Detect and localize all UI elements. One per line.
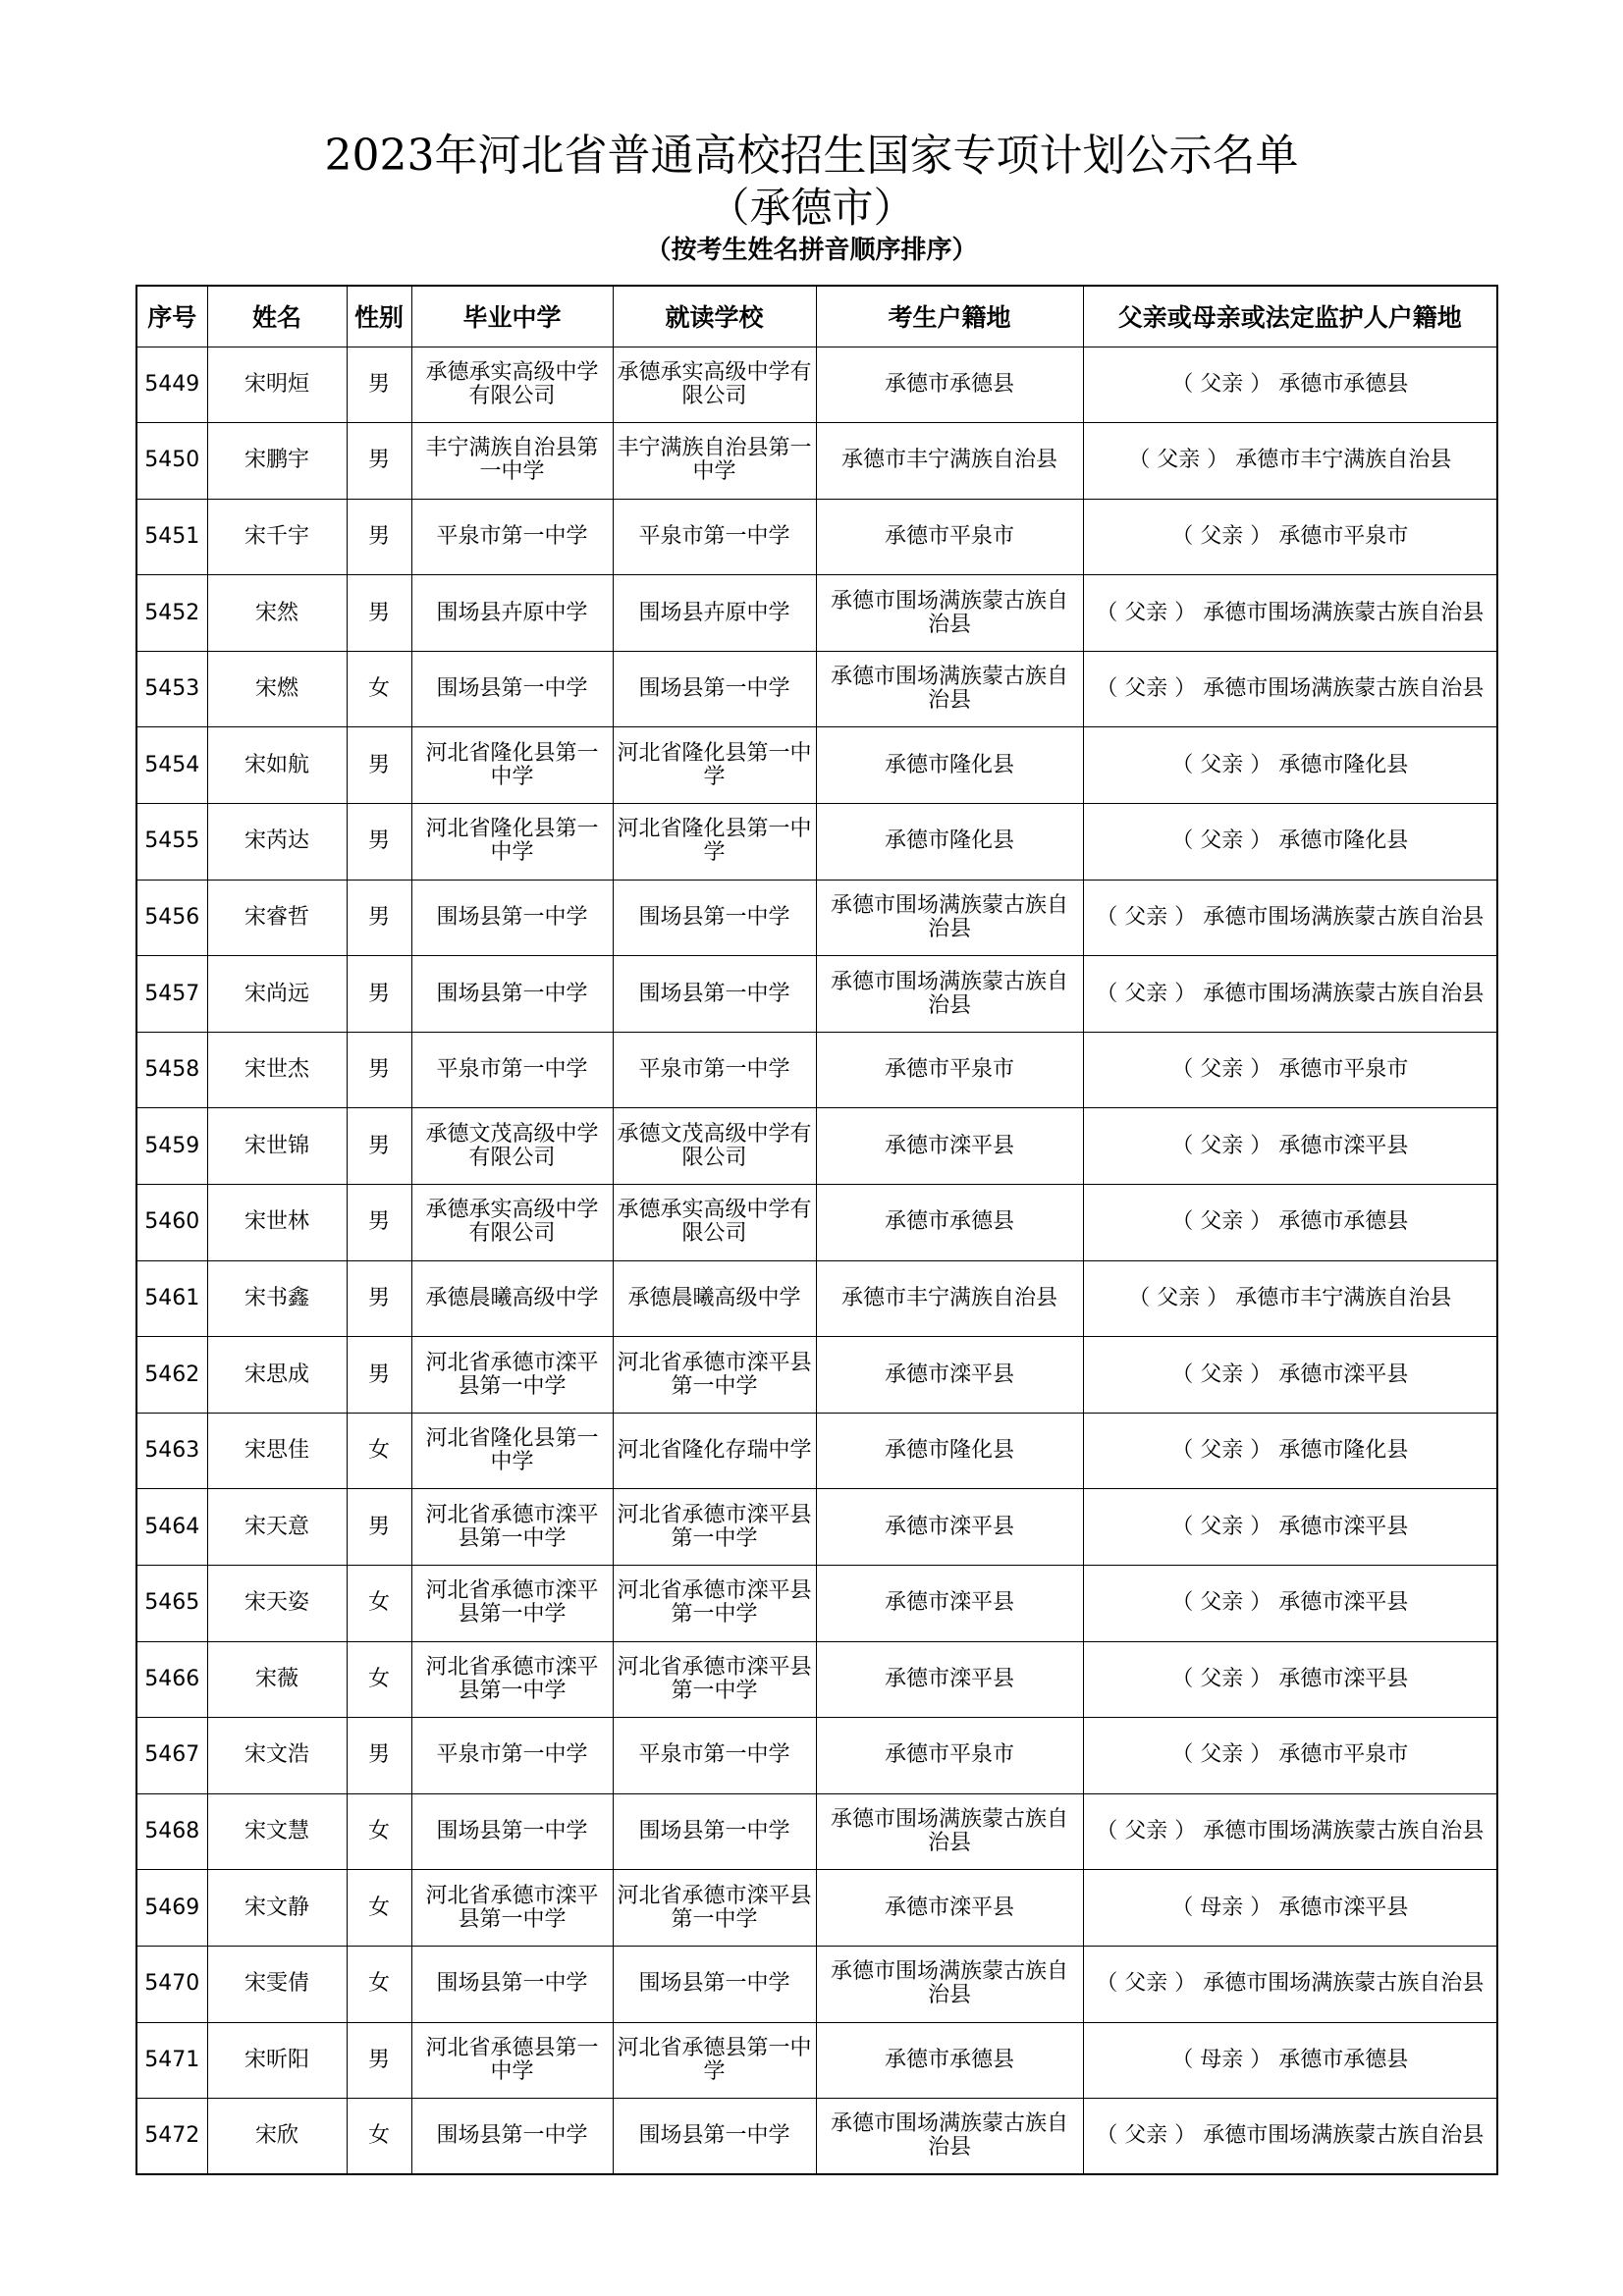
city-subtitle: （承德市） [708, 184, 915, 232]
cell-gender: 男 [347, 1718, 411, 1794]
cell-seq: 5465 [136, 1566, 207, 1642]
cell-guardian: （ 父亲 ） 承德市隆化县 [1083, 804, 1497, 881]
cell-name: 宋薇 [207, 1641, 347, 1718]
cell-gender: 女 [347, 1793, 411, 1870]
cell-seq: 5457 [136, 956, 207, 1033]
cell-grad-school: 河北省隆化县第一中学 [411, 804, 613, 881]
cell-household: 承德市丰宁满族自治县 [816, 1260, 1083, 1337]
cell-household: 承德市围场满族蒙古族自治县 [816, 956, 1083, 1033]
cell-guardian: （ 父亲 ） 承德市丰宁满族自治县 [1083, 1260, 1497, 1337]
cell-current-school: 围场县第一中学 [613, 651, 816, 727]
cell-name: 宋思佳 [207, 1413, 347, 1489]
header-seq: 序号 [136, 286, 207, 347]
cell-name: 宋思成 [207, 1337, 347, 1414]
cell-guardian: （ 父亲 ） 承德市承德县 [1083, 347, 1497, 423]
cell-gender: 男 [347, 1108, 411, 1185]
cell-name: 宋千宇 [207, 499, 347, 575]
cell-gender: 男 [347, 956, 411, 1033]
table-row [136, 499, 1497, 575]
cell-guardian: （ 父亲 ） 承德市平泉市 [1083, 1718, 1497, 1794]
table-row [136, 880, 1497, 956]
cell-gender: 女 [347, 1641, 411, 1718]
cell-guardian: （ 父亲 ） 承德市围场满族蒙古族自治县 [1083, 956, 1497, 1033]
cell-name: 宋世杰 [207, 1032, 347, 1108]
table-row [136, 1489, 1497, 1566]
table-row [136, 1718, 1497, 1794]
cell-grad-school: 河北省承德市滦平县第一中学 [411, 1489, 613, 1566]
cell-current-school: 河北省隆化存瑞中学 [613, 1413, 816, 1489]
cell-seq: 5460 [136, 1185, 207, 1261]
table-row [136, 1793, 1497, 1870]
cell-gender: 男 [347, 499, 411, 575]
cell-guardian: （ 父亲 ） 承德市围场满族蒙古族自治县 [1083, 651, 1497, 727]
cell-guardian: （ 母亲 ） 承德市承德县 [1083, 2022, 1497, 2099]
cell-grad-school: 围场县第一中学 [411, 1793, 613, 1870]
cell-name: 宋雯倩 [207, 1946, 347, 2022]
cell-name: 宋芮达 [207, 804, 347, 881]
cell-seq: 5458 [136, 1032, 207, 1108]
cell-household: 承德市隆化县 [816, 1413, 1083, 1489]
cell-guardian: （ 父亲 ） 承德市围场满族蒙古族自治县 [1083, 880, 1497, 956]
cell-current-school: 河北省承德市滦平县第一中学 [613, 1489, 816, 1566]
cell-grad-school: 平泉市第一中学 [411, 1718, 613, 1794]
cell-seq: 5461 [136, 1260, 207, 1337]
roster-body [136, 347, 1497, 2174]
header-current-school: 就读学校 [613, 286, 816, 347]
cell-gender: 女 [347, 651, 411, 727]
cell-guardian: （ 父亲 ） 承德市围场满族蒙古族自治县 [1083, 575, 1497, 652]
cell-name: 宋鹏宇 [207, 423, 347, 500]
table-row [136, 1641, 1497, 1718]
cell-household: 承德市滦平县 [816, 1489, 1083, 1566]
cell-seq: 5472 [136, 2099, 207, 2175]
cell-household: 承德市滦平县 [816, 1641, 1083, 1718]
cell-seq: 5462 [136, 1337, 207, 1414]
table-row [136, 804, 1497, 881]
cell-name: 宋文浩 [207, 1718, 347, 1794]
cell-current-school: 围场县第一中学 [613, 1946, 816, 2022]
cell-gender: 男 [347, 423, 411, 500]
cell-current-school: 河北省隆化县第一中学 [613, 804, 816, 881]
cell-current-school: 承德承实高级中学有限公司 [613, 347, 816, 423]
table-row [136, 1870, 1497, 1947]
table-row [136, 956, 1497, 1033]
cell-grad-school: 围场县卉原中学 [411, 575, 613, 652]
cell-guardian: （ 母亲 ） 承德市滦平县 [1083, 1870, 1497, 1947]
cell-gender: 男 [347, 880, 411, 956]
cell-household: 承德市丰宁满族自治县 [816, 423, 1083, 500]
table-row [136, 2099, 1497, 2175]
sort-note: （按考生姓名拼音顺序排序） [645, 236, 978, 265]
cell-current-school: 河北省承德市滦平县第一中学 [613, 1566, 816, 1642]
cell-gender: 男 [347, 727, 411, 804]
cell-guardian: （ 父亲 ） 承德市平泉市 [1083, 1032, 1497, 1108]
cell-gender: 男 [347, 1489, 411, 1566]
cell-guardian: （ 父亲 ） 承德市隆化县 [1083, 727, 1497, 804]
cell-current-school: 承德晨曦高级中学 [613, 1260, 816, 1337]
cell-seq: 5467 [136, 1718, 207, 1794]
cell-household: 承德市隆化县 [816, 727, 1083, 804]
cell-name: 宋文静 [207, 1870, 347, 1947]
table-row [136, 1566, 1497, 1642]
cell-current-school: 河北省承德县第一中学 [613, 2022, 816, 2099]
cell-household: 承德市平泉市 [816, 1032, 1083, 1108]
table-row [136, 1260, 1497, 1337]
cell-household: 承德市平泉市 [816, 1718, 1083, 1794]
cell-current-school: 河北省隆化县第一中学 [613, 727, 816, 804]
table-row [136, 1032, 1497, 1108]
cell-current-school: 围场县卉原中学 [613, 575, 816, 652]
cell-name: 宋天意 [207, 1489, 347, 1566]
header-name: 姓名 [207, 286, 347, 347]
cell-seq: 5471 [136, 2022, 207, 2099]
cell-gender: 男 [347, 575, 411, 652]
cell-gender: 女 [347, 2099, 411, 2175]
cell-grad-school: 河北省承德市滦平县第一中学 [411, 1337, 613, 1414]
cell-household: 承德市承德县 [816, 347, 1083, 423]
cell-gender: 女 [347, 1870, 411, 1947]
cell-name: 宋世林 [207, 1185, 347, 1261]
cell-seq: 5470 [136, 1946, 207, 2022]
cell-household: 承德市围场满族蒙古族自治县 [816, 880, 1083, 956]
cell-gender: 男 [347, 347, 411, 423]
cell-guardian: （ 父亲 ） 承德市丰宁满族自治县 [1083, 423, 1497, 500]
table-row [136, 1185, 1497, 1261]
cell-grad-school: 围场县第一中学 [411, 651, 613, 727]
cell-guardian: （ 父亲 ） 承德市围场满族蒙古族自治县 [1083, 2099, 1497, 2175]
cell-household: 承德市围场满族蒙古族自治县 [816, 1946, 1083, 2022]
cell-household: 承德市承德县 [816, 1185, 1083, 1261]
cell-guardian: （ 父亲 ） 承德市承德县 [1083, 1185, 1497, 1261]
cell-name: 宋昕阳 [207, 2022, 347, 2099]
cell-current-school: 围场县第一中学 [613, 1793, 816, 1870]
cell-current-school: 平泉市第一中学 [613, 1718, 816, 1794]
cell-current-school: 河北省承德市滦平县第一中学 [613, 1870, 816, 1947]
cell-seq: 5452 [136, 575, 207, 652]
cell-grad-school: 平泉市第一中学 [411, 1032, 613, 1108]
cell-household: 承德市围场满族蒙古族自治县 [816, 1793, 1083, 1870]
cell-gender: 男 [347, 1032, 411, 1108]
cell-current-school: 平泉市第一中学 [613, 1032, 816, 1108]
cell-household: 承德市隆化县 [816, 804, 1083, 881]
cell-name: 宋尚远 [207, 956, 347, 1033]
table-row [136, 2022, 1497, 2099]
cell-guardian: （ 父亲 ） 承德市滦平县 [1083, 1566, 1497, 1642]
cell-guardian: （ 父亲 ） 承德市围场满族蒙古族自治县 [1083, 1946, 1497, 2022]
cell-seq: 5456 [136, 880, 207, 956]
cell-name: 宋世锦 [207, 1108, 347, 1185]
cell-gender: 男 [347, 804, 411, 881]
cell-grad-school: 围场县第一中学 [411, 1946, 613, 2022]
cell-seq: 5463 [136, 1413, 207, 1489]
cell-seq: 5451 [136, 499, 207, 575]
cell-guardian: （ 父亲 ） 承德市隆化县 [1083, 1413, 1497, 1489]
cell-grad-school: 围场县第一中学 [411, 880, 613, 956]
cell-grad-school: 承德承实高级中学有限公司 [411, 1185, 613, 1261]
cell-guardian: （ 父亲 ） 承德市滦平县 [1083, 1489, 1497, 1566]
header-row [136, 286, 1497, 347]
cell-name: 宋然 [207, 575, 347, 652]
cell-grad-school: 承德文茂高级中学有限公司 [411, 1108, 613, 1185]
cell-seq: 5466 [136, 1641, 207, 1718]
cell-current-school: 平泉市第一中学 [613, 499, 816, 575]
cell-name: 宋睿哲 [207, 880, 347, 956]
table-row [136, 1337, 1497, 1414]
cell-grad-school: 丰宁满族自治县第一中学 [411, 423, 613, 500]
cell-current-school: 围场县第一中学 [613, 880, 816, 956]
cell-seq: 5459 [136, 1108, 207, 1185]
cell-current-school: 河北省承德市滦平县第一中学 [613, 1641, 816, 1718]
table-row [136, 727, 1497, 804]
cell-grad-school: 承德晨曦高级中学 [411, 1260, 613, 1337]
cell-guardian: （ 父亲 ） 承德市滦平县 [1083, 1108, 1497, 1185]
cell-grad-school: 河北省承德县第一中学 [411, 2022, 613, 2099]
cell-seq: 5469 [136, 1870, 207, 1947]
cell-guardian: （ 父亲 ） 承德市滦平县 [1083, 1337, 1497, 1414]
table-row [136, 651, 1497, 727]
cell-gender: 男 [347, 1260, 411, 1337]
cell-household: 承德市围场满族蒙古族自治县 [816, 575, 1083, 652]
cell-gender: 女 [347, 1413, 411, 1489]
table-row [136, 347, 1497, 423]
cell-seq: 5455 [136, 804, 207, 881]
cell-household: 承德市围场满族蒙古族自治县 [816, 2099, 1083, 2175]
cell-guardian: （ 父亲 ） 承德市平泉市 [1083, 499, 1497, 575]
cell-household: 承德市滦平县 [816, 1108, 1083, 1185]
cell-current-school: 围场县第一中学 [613, 2099, 816, 2175]
roster-table [135, 285, 1498, 2175]
cell-grad-school: 河北省承德市滦平县第一中学 [411, 1566, 613, 1642]
table-row [136, 1946, 1497, 2022]
cell-grad-school: 承德承实高级中学有限公司 [411, 347, 613, 423]
header-household: 考生户籍地 [816, 286, 1083, 347]
cell-household: 承德市滦平县 [816, 1870, 1083, 1947]
cell-name: 宋文慧 [207, 1793, 347, 1870]
cell-seq: 5449 [136, 347, 207, 423]
header-grad-school: 毕业中学 [411, 286, 613, 347]
header-guardian: 父亲或母亲或法定监护人户籍地 [1083, 286, 1497, 347]
cell-grad-school: 河北省承德市滦平县第一中学 [411, 1870, 613, 1947]
cell-household: 承德市承德县 [816, 2022, 1083, 2099]
table-row [136, 1413, 1497, 1489]
cell-guardian: （ 父亲 ） 承德市滦平县 [1083, 1641, 1497, 1718]
cell-household: 承德市平泉市 [816, 499, 1083, 575]
cell-current-school: 丰宁满族自治县第一中学 [613, 423, 816, 500]
cell-grad-school: 河北省隆化县第一中学 [411, 727, 613, 804]
cell-name: 宋燃 [207, 651, 347, 727]
cell-current-school: 围场县第一中学 [613, 956, 816, 1033]
cell-seq: 5454 [136, 727, 207, 804]
cell-gender: 女 [347, 1566, 411, 1642]
cell-grad-school: 河北省隆化县第一中学 [411, 1413, 613, 1489]
cell-name: 宋欣 [207, 2099, 347, 2175]
cell-household: 承德市滦平县 [816, 1337, 1083, 1414]
cell-current-school: 承德文茂高级中学有限公司 [613, 1108, 816, 1185]
cell-gender: 男 [347, 1185, 411, 1261]
document-title: 2023年河北省普通高校招生国家专项计划公示名单 [324, 131, 1299, 181]
cell-current-school: 承德承实高级中学有限公司 [613, 1185, 816, 1261]
cell-gender: 男 [347, 1337, 411, 1414]
cell-gender: 女 [347, 1946, 411, 2022]
cell-name: 宋如航 [207, 727, 347, 804]
cell-seq: 5450 [136, 423, 207, 500]
table-row [136, 423, 1497, 500]
cell-seq: 5453 [136, 651, 207, 727]
cell-grad-school: 河北省承德市滦平县第一中学 [411, 1641, 613, 1718]
cell-current-school: 河北省承德市滦平县第一中学 [613, 1337, 816, 1414]
cell-grad-school: 平泉市第一中学 [411, 499, 613, 575]
cell-grad-school: 围场县第一中学 [411, 956, 613, 1033]
table-row [136, 1108, 1497, 1185]
cell-household: 承德市围场满族蒙古族自治县 [816, 651, 1083, 727]
header-gender: 性别 [347, 286, 411, 347]
cell-household: 承德市滦平县 [816, 1566, 1083, 1642]
cell-name: 宋天姿 [207, 1566, 347, 1642]
cell-seq: 5464 [136, 1489, 207, 1566]
cell-seq: 5468 [136, 1793, 207, 1870]
cell-grad-school: 围场县第一中学 [411, 2099, 613, 2175]
cell-name: 宋明烜 [207, 347, 347, 423]
cell-gender: 男 [347, 2022, 411, 2099]
cell-guardian: （ 父亲 ） 承德市围场满族蒙古族自治县 [1083, 1793, 1497, 1870]
table-row [136, 575, 1497, 652]
cell-name: 宋书鑫 [207, 1260, 347, 1337]
